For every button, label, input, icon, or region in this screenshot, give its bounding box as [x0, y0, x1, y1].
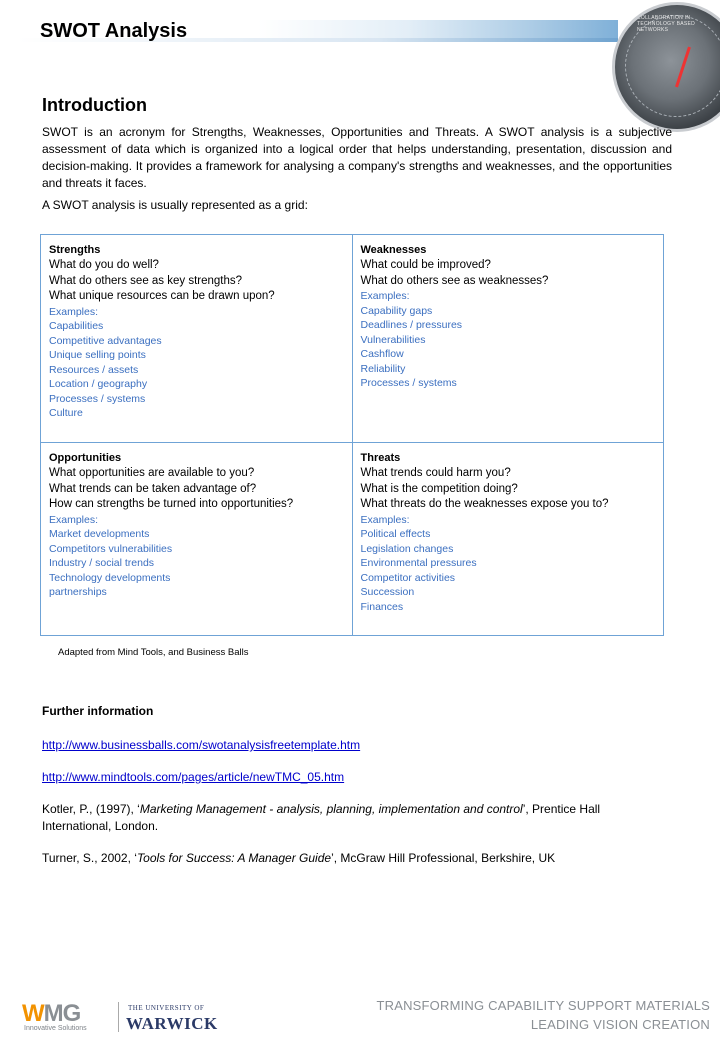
weaknesses-example: Vulnerabilities	[360, 333, 426, 346]
swot-grid	[40, 234, 664, 636]
strengths-example: Capabilities	[49, 320, 104, 332]
opportunities-example: Examples:	[49, 513, 99, 526]
weaknesses-title: Weaknesses	[360, 244, 427, 256]
strengths-example: Examples:	[49, 305, 99, 318]
strengths-example: Resources / assets	[49, 363, 139, 376]
opportunities-question: How can strengths be turned into opportunities?	[49, 498, 294, 511]
intro-paragraph: SWOT is an acronym for Strengths, Weaknesses, Opportunities and Threats. A SWOT analysis is a subjective assessment of data which is organized into a logical order that helps understanding, presentation, discussion and decision-making. It provides a framework for analysing a company's strengths and weaknesses, and the opportunities and threats it faces.	[42, 125, 672, 190]
strengths-example: Location / geography	[49, 378, 148, 390]
opportunities-cell	[41, 443, 353, 636]
warwick-logo: WARWICK	[126, 1014, 218, 1033]
opportunities-example: Technology developments	[49, 571, 171, 584]
strengths-example: Unique selling points	[49, 349, 146, 361]
weaknesses-question: What do others see as weaknesses?	[360, 274, 549, 287]
warwick-logo-top: THE UNIVERSITY OF	[128, 1004, 205, 1012]
strengths-question: What unique resources can be drawn upon?	[49, 290, 275, 302]
weaknesses-example: Cashflow	[360, 348, 404, 360]
threats-example: Succession	[360, 586, 415, 599]
opportunities-example: Competitors vulnerabilities	[49, 542, 173, 555]
threats-example: Examples:	[360, 513, 410, 526]
threats-title: Threats	[360, 452, 401, 465]
weaknesses-question: What could be improved?	[360, 259, 491, 271]
mindtools-link[interactable]: http://www.mindtools.com/pages/article/newTMC_05.htm	[42, 770, 345, 784]
reference-kotler-post: ’, Prentice Hall International, London.	[42, 802, 601, 833]
reference-turner-pre: Turner, S., 2002, ‘	[42, 851, 137, 865]
threats-example: Environmental pressures	[360, 557, 477, 570]
threats-question: What is the competition doing?	[360, 482, 518, 495]
threats-example: Competitor activities	[360, 571, 456, 584]
wmg-logo-rest: MG	[43, 1000, 81, 1027]
footer-tagline-1: TRANSFORMING CAPABILITY SUPPORT MATERIALS	[376, 998, 710, 1013]
strengths-example: Processes / systems	[49, 392, 146, 405]
weaknesses-example: Examples:	[360, 290, 410, 302]
wmg-logo	[22, 1000, 80, 1028]
grid-note: A SWOT analysis is usually represented as a grid:	[42, 198, 308, 212]
intro-heading: Introduction	[42, 95, 147, 115]
weaknesses-example: Capability gaps	[360, 304, 433, 317]
strengths-question: What do others see as key strengths?	[49, 274, 243, 287]
opportunities-example: Industry / social trends	[49, 557, 155, 570]
threats-example: Finances	[360, 600, 404, 613]
reference-turner	[42, 850, 642, 867]
reference-turner-title: Tools for Success: A Manager Guide	[136, 851, 332, 865]
strengths-example: Competitive advantages	[49, 334, 162, 347]
opportunities-example: Market developments	[49, 528, 150, 541]
footer-logos	[22, 1000, 222, 1036]
opportunities-question: What trends can be taken advantage of?	[49, 482, 257, 495]
reference-kotler	[42, 801, 642, 835]
grid-caption: Adapted from Mind Tools, and Business Balls	[58, 647, 249, 658]
wmg-logo-w: W	[22, 1000, 44, 1027]
clock-face-text: COLLABORATION IN TECHNOLOGY BASED NETWORKS	[637, 15, 696, 33]
further-info-heading: Further information	[42, 704, 154, 718]
strengths-example: Culture	[49, 407, 83, 419]
threats-example: Political effects	[360, 528, 431, 541]
opportunities-example: partnerships	[49, 586, 107, 599]
threats-example: Legislation changes	[360, 542, 454, 555]
page-title: SWOT Analysis	[40, 20, 188, 42]
weaknesses-example: Processes / systems	[360, 377, 457, 389]
opportunities-title: Opportunities	[49, 452, 122, 465]
strengths-cell	[41, 235, 353, 443]
threats-question: What trends could harm you?	[360, 467, 511, 480]
weaknesses-example: Reliability	[360, 362, 406, 375]
strengths-question: What do you do well?	[49, 259, 159, 271]
strengths-title: Strengths	[49, 244, 101, 256]
businessballs-link[interactable]: http://www.businessballs.com/swotanalysisfreetemplate.htm	[42, 738, 361, 752]
reference-kotler-title: Marketing Management - analysis, planning, implementation and control	[139, 802, 523, 816]
logo-divider	[118, 1002, 119, 1032]
threats-cell	[352, 443, 664, 636]
reference-turner-post: ’, McGraw Hill Professional, Berkshire, UK	[331, 851, 556, 865]
threats-question: What threats do the weaknesses expose you to?	[360, 498, 609, 511]
wmg-tagline: Innovative Solutions	[24, 1025, 87, 1032]
footer-tagline-2: LEADING VISION CREATION	[530, 1017, 710, 1032]
weaknesses-cell	[352, 235, 664, 443]
opportunities-question: What opportunities are available to you?	[49, 467, 255, 480]
weaknesses-example: Deadlines / pressures	[360, 319, 463, 331]
reference-kotler-pre: Kotler, P., (1997), ‘	[42, 802, 140, 816]
